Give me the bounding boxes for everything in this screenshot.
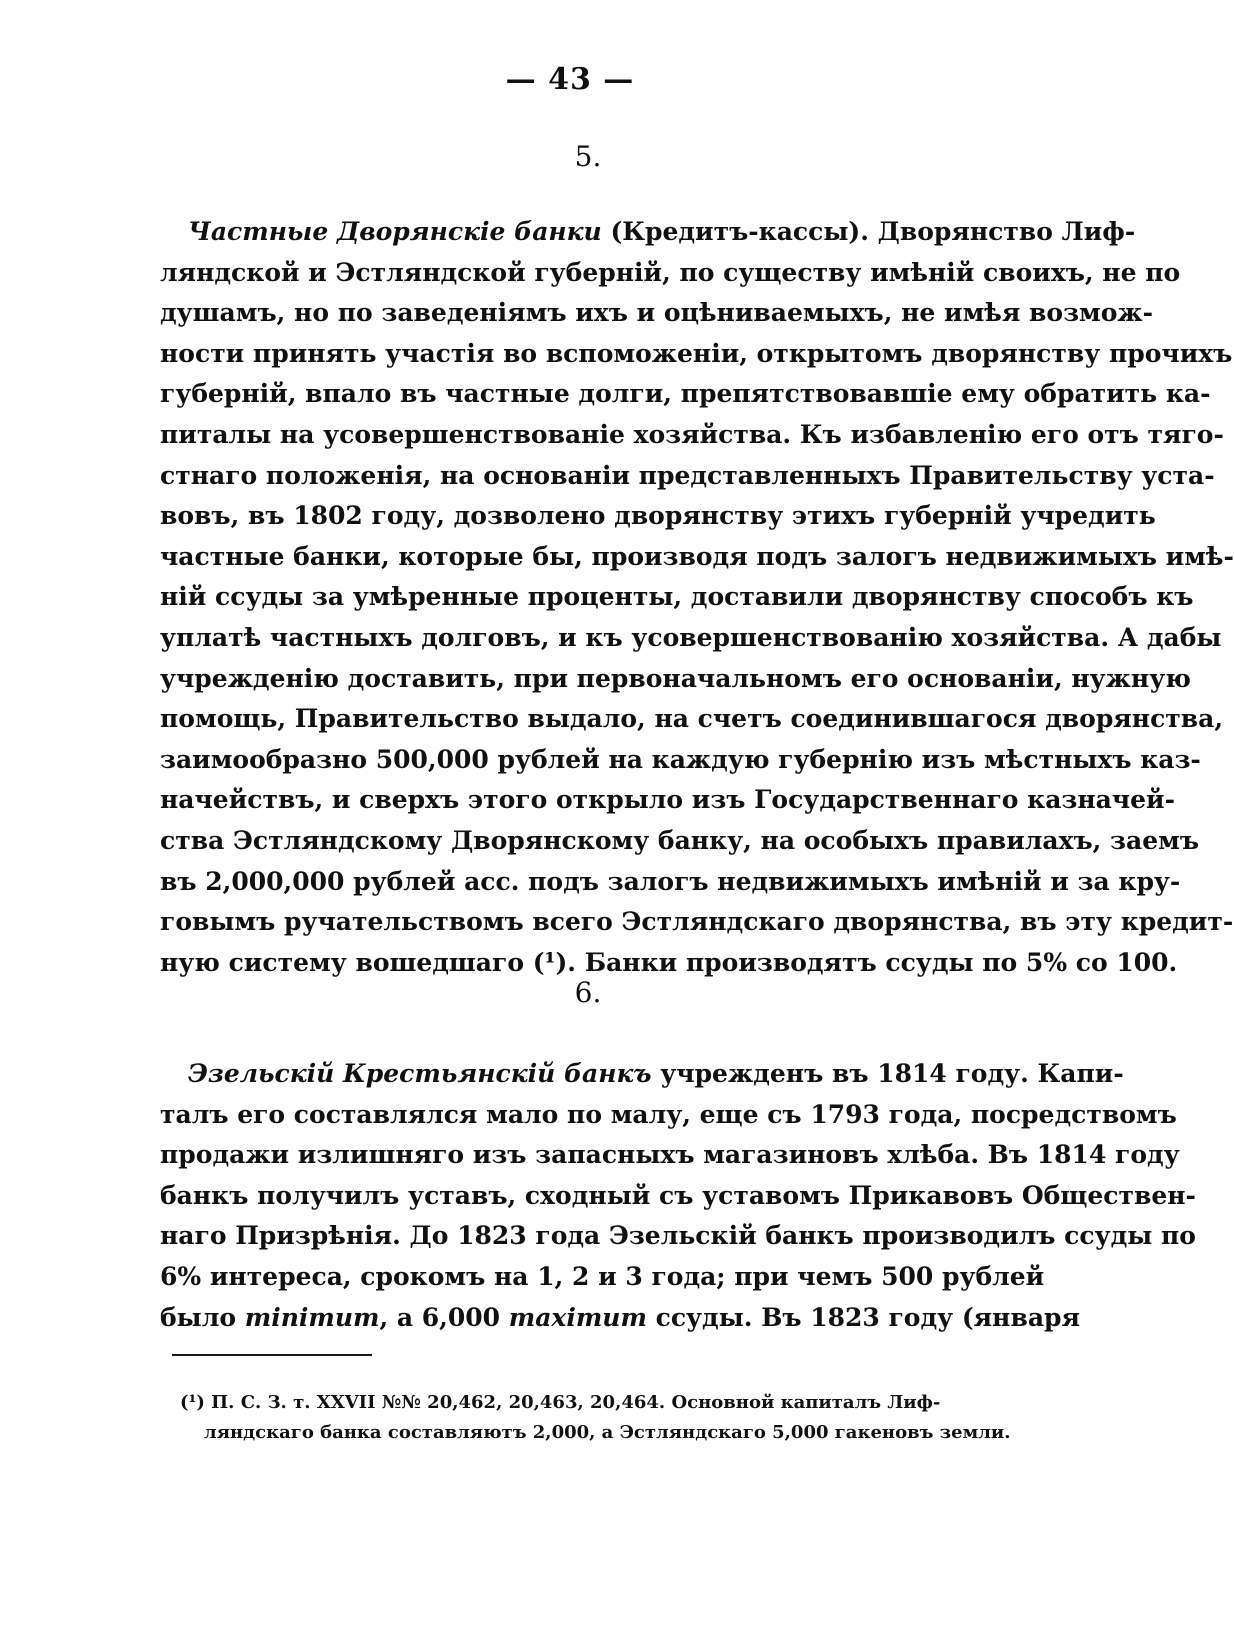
paragraph-line: 6% интереса, срокомъ на 1, 2 и 3 года; при чемъ 500 рублей <box>160 1261 1045 1291</box>
paragraph-line <box>160 1298 1080 1339</box>
paragraph-line <box>160 1054 1124 1095</box>
paragraph-line: начействъ, и сверхъ этого открыло изъ Государственнаго казначей- <box>160 785 1175 815</box>
paragraph-line: душамъ, но по заведеніямъ ихъ и оцѣниваемыхъ, не имѣя возмож- <box>160 298 1154 328</box>
paragraph-line: ную систему вошедшаго (¹). Банки производятъ ссуды по 5% со 100. <box>160 947 1178 977</box>
page-number: — 43 — <box>505 62 635 97</box>
paragraph-line: помощь, Правительство выдало, на счетъ соединившагося дворянства, <box>160 704 1224 734</box>
section-title: Эзельскій Крестьянскій банкъ <box>188 1059 652 1088</box>
paragraph-line: наго Призрѣнія. До 1823 года Эзельскій банкъ производилъ ссуды по <box>160 1221 1196 1251</box>
paragraph-line <box>160 212 1136 253</box>
title-continuation: (Кредитъ-кассы). Дворянство Лиф- <box>601 217 1136 246</box>
section-number-6: 6. <box>574 976 602 1009</box>
footnote-line: ляндскаго банка составляютъ 2,000, а Эстляндскаго 5,000 гакеновъ земли. <box>204 1422 1011 1443</box>
line-text: , а 6,000 <box>379 1302 509 1332</box>
paragraph-line: губерній, впало въ частные долги, препятствовавшіе ему обратить ка- <box>160 379 1211 409</box>
paragraph-line: питалы на усовершенствованіе хозяйства. Къ избавленію его отъ тяго- <box>160 419 1224 449</box>
paragraph-line: банкъ получилъ уставъ, сходный съ уставомъ Прикавовъ Обществен- <box>160 1180 1196 1210</box>
paragraph-line: уплатѣ частныхъ долговъ, и къ усовершенствованію хозяйства. А дабы <box>160 622 1222 652</box>
paragraph-line: ляндской и Эстляндской губерній, по существу имѣній своихъ, не по <box>160 257 1181 287</box>
paragraph-line: въ 2,000,000 рублей асс. подъ залогъ недвижимыхъ имѣній и за кру- <box>160 866 1181 896</box>
paragraph-line: ности принять участія во вспоможеніи, открытомъ дворянству прочихъ <box>160 338 1233 368</box>
paragraph-line: говымъ ручательствомъ всего Эстляндскаго дворянства, въ эту кредит- <box>160 907 1234 937</box>
section-6-paragraph <box>160 1054 1196 1338</box>
line-text: было <box>160 1302 245 1332</box>
footnote <box>180 1388 1020 1448</box>
paragraph-line: продажи излишняго изъ запасныхъ магазиновъ хлѣба. Въ 1814 году <box>160 1140 1180 1170</box>
section-title: Частные Дворянскіе банки <box>188 217 602 246</box>
latin-term: minimum <box>244 1302 380 1332</box>
section-number-5: 5. <box>574 140 602 173</box>
footnote-line: (¹) П. С. З. т. XXVII №№ 20,462, 20,463, 20,464. Основной капиталъ Лиф- <box>180 1392 941 1413</box>
latin-term: maximum <box>508 1302 647 1332</box>
paragraph-line: учрежденію доставить, при первоначальномъ его основаніи, нужную <box>160 663 1191 693</box>
title-continuation: учрежденъ въ 1814 году. Капи- <box>651 1059 1124 1088</box>
paragraph-line: частные банки, которые бы, производя подъ залогъ недвижимыхъ имѣ- <box>160 541 1234 571</box>
section-5-paragraph <box>160 212 1234 983</box>
line-text: ссуды. Въ 1823 году (января <box>646 1302 1080 1332</box>
paragraph-line: талъ его составлялся мало по малу, еще съ 1793 года, посредствомъ <box>160 1099 1177 1129</box>
paragraph-line: стнаго положенія, на основаніи представленныхъ Правительству уста- <box>160 460 1215 490</box>
paragraph-line: ства Эстляндскому Дворянскому банку, на особыхъ правилахъ, заемъ <box>160 825 1200 855</box>
paragraph-line: ній ссуды за умѣренные проценты, доставили дворянству способъ къ <box>160 582 1194 612</box>
paragraph-line: заимообразно 500,000 рублей на каждую губернію изъ мѣстныхъ каз- <box>160 744 1201 774</box>
footnote-divider <box>172 1354 372 1356</box>
paragraph-line: вовъ, въ 1802 году, дозволено дворянству этихъ губерній учредить <box>160 501 1156 531</box>
